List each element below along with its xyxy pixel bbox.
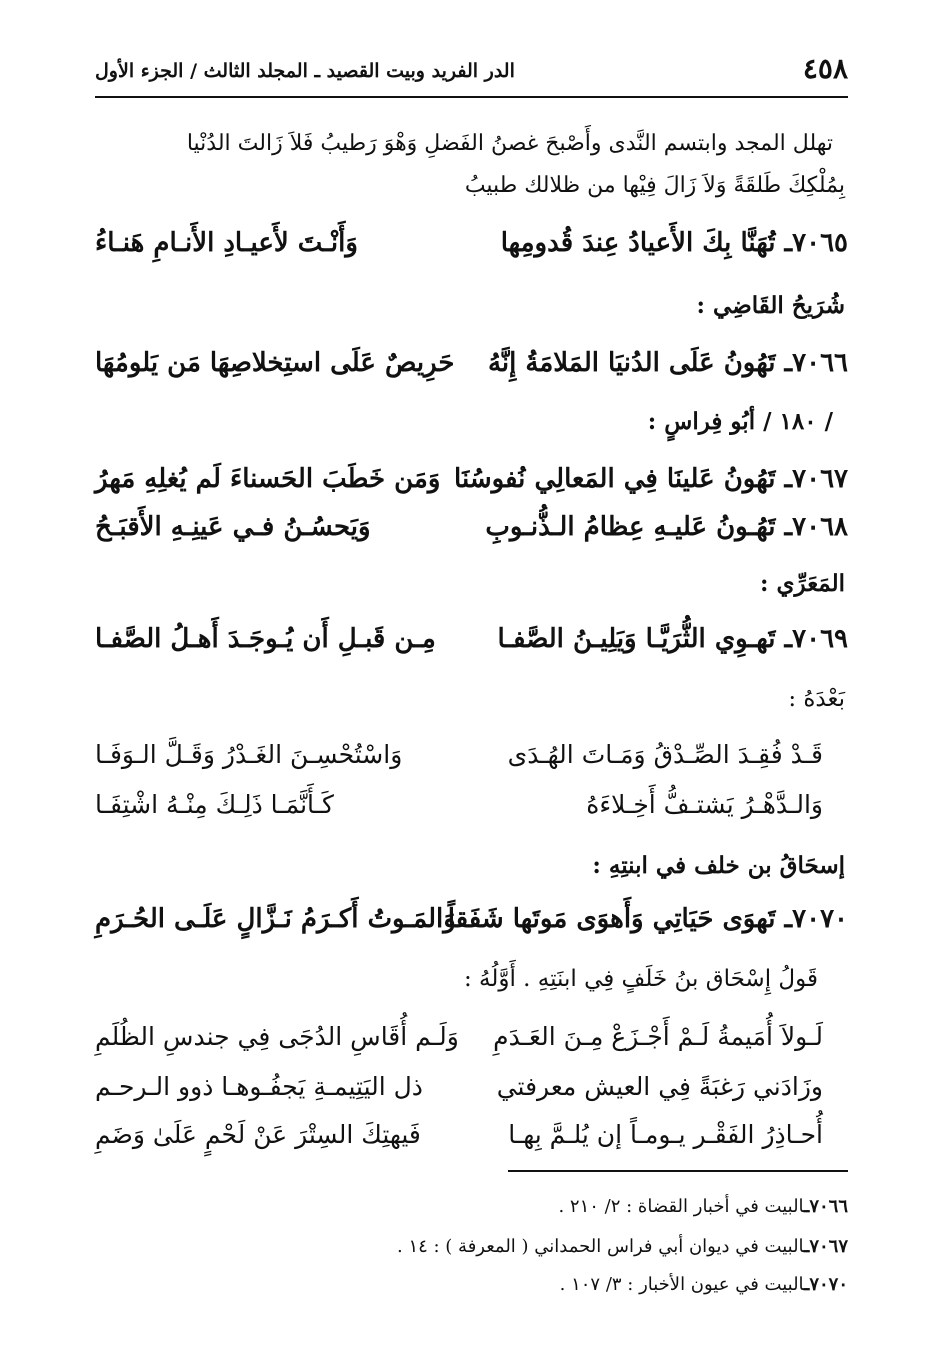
verse-first-hemistich: تُهَنَّا بِكَ الأَعيادُ عِندَ قُدومِها	[500, 228, 776, 258]
footnote	[397, 1236, 848, 1257]
verse-7068	[95, 512, 848, 564]
verse-7067	[95, 464, 848, 516]
verse-second-hemistich: فَيهتِكَ السِتْرَ عَنْ لَحْمٍ عَلَىٰ وَضَمِ	[95, 1120, 421, 1149]
poet-attribution: المَعَرِّي :	[760, 570, 845, 597]
footnote-rule	[508, 1170, 848, 1172]
verse-first-hemistich: لَـولاَ أُمَيمةُ لَـمْ أَجْـزَعْ مِـنَ العَـدَمِ	[493, 1022, 823, 1051]
verse-first-hemistich: تَهُونُ عَلينَا فِي المَعالِي نُفوسُنَا	[454, 464, 776, 494]
verse-first-hemistich: وَالـدَّهْـرُ يَشتـفُّ أَخِـلاءَهُ	[586, 790, 823, 819]
verse-number: ٧٠٦٩ـ	[784, 624, 848, 654]
page-header	[95, 52, 848, 92]
footnote-number: ٧٠٦٦ـ	[804, 1196, 848, 1217]
poet-attribution: / ١٨٠ / أبُو فِراسٍ :	[647, 408, 833, 435]
verse-number: ٧٠٦٧ـ	[784, 464, 848, 494]
verse-number: ٧٠٦٥ـ	[784, 228, 848, 258]
following-verse	[95, 1072, 848, 1124]
verse-number: ٧٠٦٦ـ	[784, 348, 848, 378]
poet-attribution: إسحَاقُ بن خلف في ابنتِهِ :	[592, 852, 845, 879]
verse-first-hemistich: تَهوَى حَيَاتِي وَأَهوَى مَوتَها شَفَقاً	[447, 904, 776, 934]
footnote	[558, 1196, 848, 1217]
verse-second-hemistich: ذل اليَتِيمـةِ يَجفُـوهـا ذوو الـرحـم	[95, 1072, 423, 1101]
footnote-number: ٧٠٦٧ـ	[804, 1236, 848, 1257]
verse-7065	[95, 228, 848, 280]
verse-first-hemistich: قَـدْ فُقِـدَ الصِّـدْقُ وَمَـاتَ الهُـدَى	[507, 740, 823, 769]
footnote	[560, 1274, 848, 1295]
verse-first-hemistich: تَهـوِي الثُّرَيَّـا وَيَلِيـنُ الصَّفـا	[497, 624, 776, 654]
verse-7070	[95, 904, 848, 956]
running-head: الدر الفريد وبيت القصيد ـ المجلد الثالث / الجزء الأول	[95, 60, 515, 82]
verse-second-hemistich: وَأَنْـتَ لأَعيـادِ الأَنـامِ هَنـاءُ	[95, 228, 358, 258]
page-number: ٤٥٨	[802, 52, 848, 85]
footnote-number: ٧٠٧٠ـ	[804, 1274, 848, 1295]
verse-first-hemistich: وزَادَني رَغبَةً فِي العيش معرفتي	[496, 1072, 823, 1101]
following-verse	[95, 1022, 848, 1074]
verse-second-hemistich: وَاسْتُحْسِـنَ الغَـدْرُ وَقَـلَّ الـوَفَـا	[95, 740, 403, 769]
verse-second-hemistich: مِـن قَبـلِ أَن يُـوجَـدَ أَهـلُ الصَّفـا	[95, 624, 436, 654]
footnote-text: البيت في عيون الأخبار : ٣/ ١٠٧ .	[559, 1274, 805, 1295]
commentary-note: قَولُ إِسْحَاق بنُ خَلَفٍ فِي ابنَتِهِ . أَوَّلُهُ :	[463, 966, 818, 992]
poet-attribution: شُرَيحُ القَاضِي :	[696, 292, 845, 319]
verse-second-hemistich: وَيَحسُـنُ فـي عَينِـهِ الأَقبَـحُ	[95, 512, 371, 542]
verse-first-hemistich: تَهُونُ عَلَى الدُنيَا المَلامَةُ إِنَّهُ	[487, 348, 776, 378]
verse-7069	[95, 624, 848, 676]
following-verse	[95, 790, 848, 842]
verse-first-hemistich: أُحـاذِرُ الفَقْـر يـومـاً إن يُلـمَّ بِهـا	[508, 1120, 823, 1149]
verse-second-hemistich: كَـأَنَّمَـا ذَلِـكَ مِنْـهُ اشْتِفَـا	[95, 790, 334, 819]
verse-second-hemistich: وَلَـم أُقَاسِ الدُجَى فِي جندسِ الظُلَمِ	[95, 1022, 459, 1051]
following-verse	[95, 740, 848, 792]
verse-second-hemistich: وَالمَـوتُ أَكـرَمُ نَـزَّالٍ عَلَـى الحُـرَمِ	[95, 904, 456, 934]
intro-line-1: تهلل المجد وابتسم النَّدى وأَصْبحَ غصنُ الفَضلِ وَهْوَ رَطيبُ فَلاَ زَالتَ الدُنْيا	[186, 131, 833, 156]
verse-7066	[95, 348, 848, 400]
header-rule	[95, 96, 848, 98]
verse-first-hemistich: تَهُـونُ عَليـهِ عِظامُ الـذُّنـوبِ	[485, 512, 776, 542]
footnote-text: البيت في أخبار القضاة : ٢/ ٢١٠ .	[558, 1196, 805, 1217]
verse-number: ٧٠٦٨ـ	[784, 512, 848, 542]
following-verse	[95, 1120, 848, 1172]
intro-line-2: بِمُلْكِكَ طَلقَةً وَلاَ زَالَ فِيْها من ظلالك طبيبُ	[464, 173, 845, 198]
footnote-text: البيت في ديوان أبي فراس الحمداني ( المعرفة ) : ١٤ .	[397, 1236, 805, 1257]
verse-second-hemistich: حَرِيصٌ عَلَى استِخلاصِهَا مَن يَلومُهَا	[95, 348, 455, 378]
verse-second-hemistich: وَمَن خَطَبَ الحَسناءَ لَم يُغلِهِ مَهرُ	[95, 464, 441, 494]
verse-number: ٧٠٧٠ـ	[784, 904, 848, 934]
continuation-label: بَعْدَهُ :	[788, 686, 845, 712]
